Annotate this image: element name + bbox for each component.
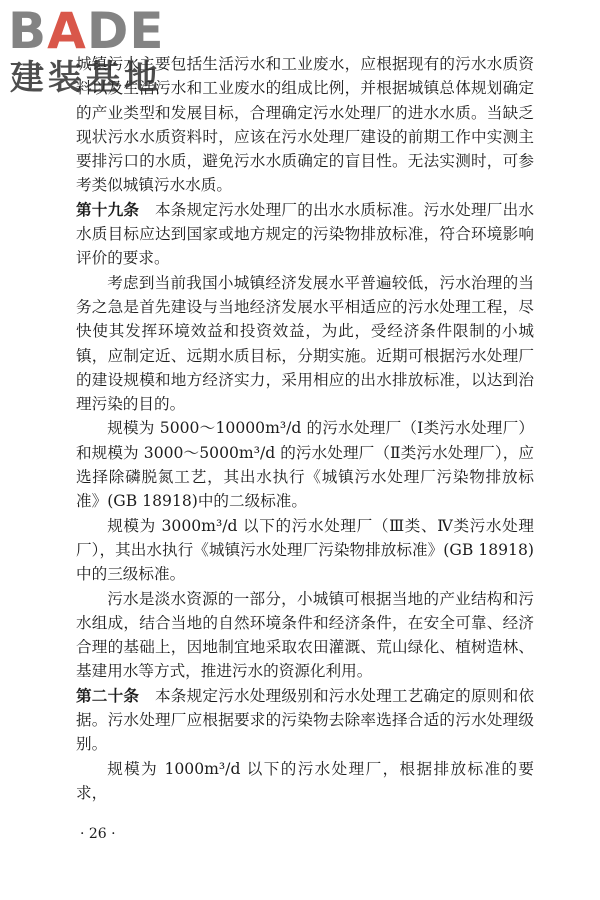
paragraph-2 [76,198,534,271]
paragraph-4-text: 规模为 5000～10000m³/d 的污水处理厂（Ⅰ类污水处理厂）和规模为 3000～5000m³/d 的污水处理厂（Ⅱ类污水处理厂），应选择除磷脱氮工艺，其出水执行《城镇污水处理厂污染物排放标准》(GB 18918)中的二级标准。 [76,419,534,511]
paragraph-1-text: 城镇污水主要包括生活污水和工业废水，应根据现有的污水水质资料以及生活污水和工业废水的组成比例，并根据城镇总体规划确定的产业类型和发展目标，合理确定污水处理厂的进水水质。当缺乏现状污水水质资料时，应该在污水处理厂建设的前期工作中实测主要排污口的水质，避免污水水质确定的盲目性。无法实测时，可参考类似城镇污水水质。 [76,55,534,195]
page-number: · 26 · [80,826,116,842]
watermark-logo-text [8,2,165,60]
paragraph-1 [76,52,534,198]
paragraph-4 [76,416,534,513]
paragraph-3-text: 考虑到当前我国小城镇经济发展水平普遍较低，污水治理的当务之急是首先建设与当地经济发展水平相适应的污水处理工程，尽快使其发挥环境效益和投资效益，为此，受经济条件限制的小城镇，应制定近、远期水质目标，分期实施。近期可根据污水处理厂的建设规模和地方经济实力，采用相应的出水排放标准，以达到治理污染的目的。 [76,273,534,414]
paragraph-8 [76,757,534,806]
logo-letter-a: A [47,2,87,60]
paragraph-8-text: 规模为 1000m³/d 以下的污水处理厂，根据排放标准的要求， [76,759,534,802]
logo-letters-de: DE [86,2,165,60]
paragraph-7-text: 本条规定污水处理级别和污水处理工艺确定的原则和依据。污水处理厂应根据要求的污染物去除率选择合适的污水处理级别。 [76,686,534,754]
paragraph-6 [76,587,534,684]
paragraph-6-text: 污水是淡水资源的一部分，小城镇可根据当地的产业结构和污水组成，结合当地的自然环境条件和经济条件，在安全可靠、经济合理的基础上，因地制宜地采取农田灌溉、荒山绿化、植树造林、基建用水等方式，推进污水的资源化利用。 [76,589,534,681]
paragraph-5 [76,514,534,587]
watermark-subtitle: 建装基地 [10,58,162,98]
logo-letter-b: B [8,2,48,60]
article-19-heading: 第十九条 [76,200,140,219]
document-body [76,52,534,805]
article-20-heading: 第二十条 [76,686,140,705]
paragraph-7 [76,684,534,757]
paragraph-2-text: 本条规定污水处理厂的出水水质标准。污水处理厂出水水质目标应达到国家或地方规定的污染物排放标准，符合环境影响评价的要求。 [76,200,534,268]
paragraph-3 [76,271,534,417]
paragraph-5-text: 规模为 3000m³/d 以下的污水处理厂（Ⅲ类、Ⅳ类污水处理厂），其出水执行《城镇污水处理厂污染物排放标准》(GB 18918)中的三级标准。 [76,516,534,584]
